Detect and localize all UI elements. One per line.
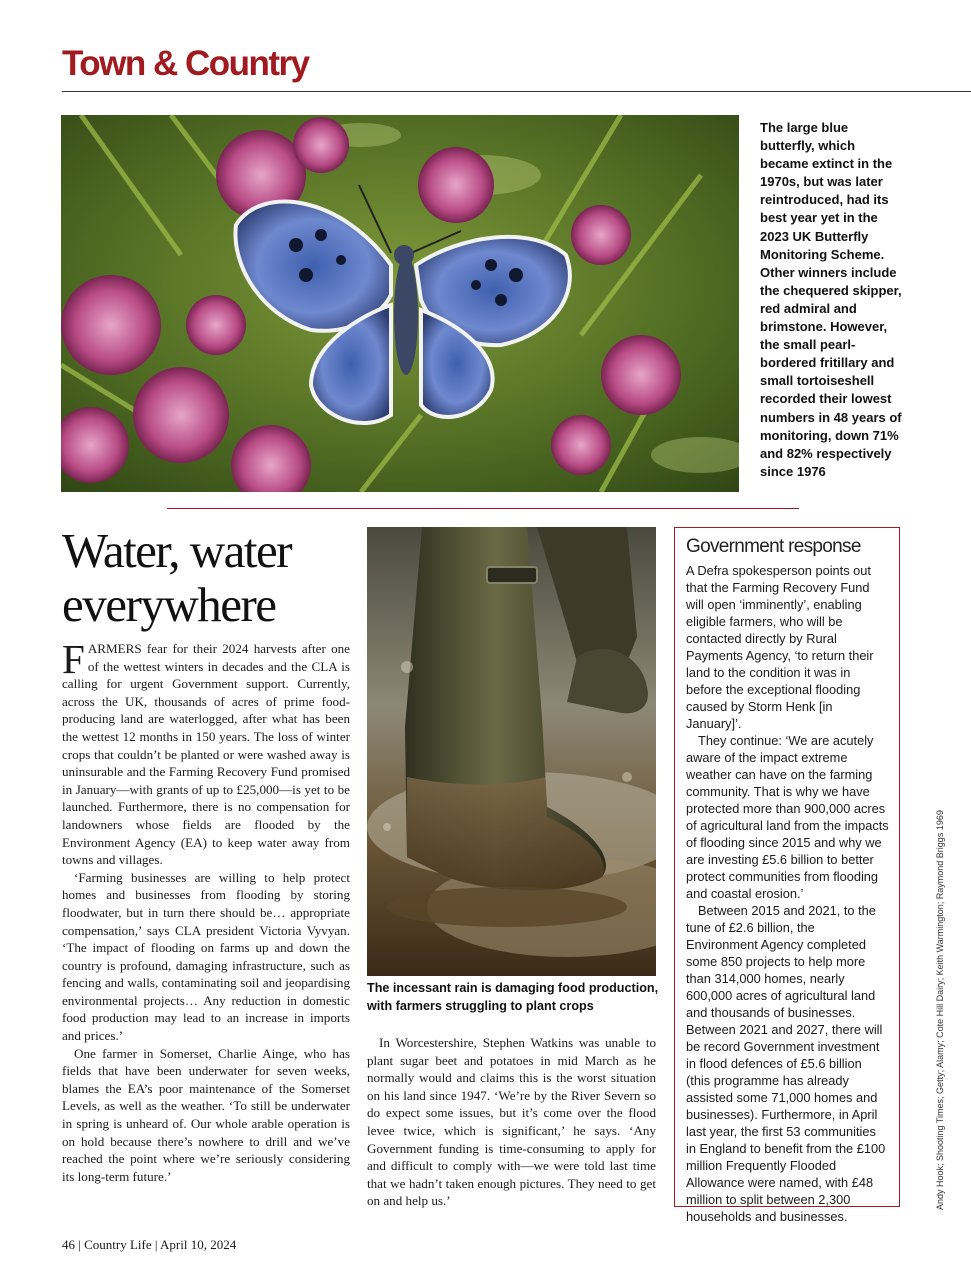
paragraph-1-text: fear for their 2024 harvests after one of the wettest winters in decades and the CLA is calling for urgent Government support. Currently, across the UK, thousands of acres of prime food-producing land are waterlogged, after what has been the wettest 12 months in 150 years. The loss of winter crops that couldn’t be planted or were washed away is uninsurable and the Farming Recovery Fund promised in January—with grants of up to £25,000—is yet to be launched. Furthermore, there is no compensation for landowners whose fields are flooded by the Environment Agency (EA) to keep water away from towns and villages. xyxy=(62,641,350,868)
lead-small-caps: ARMERS xyxy=(87,641,142,656)
article-paragraph-1 xyxy=(62,636,350,869)
sidebar-paragraph-2: They continue: ‘We are acutely aware of the impact extreme weather can have on the farming community. That is why we have protected more than 900,000 acres of agricultural land from the impacts of flooding since 2015 and why we are investing £5.6 billion to better protect communities from flooding and coastal erosion.’ xyxy=(686,733,889,901)
article-column-1 xyxy=(62,636,350,1185)
butterfly-photo xyxy=(61,115,739,492)
article-paragraph-3: One farmer in Somerset, Charlie Ainge, who has fields that have been underwater for seven weeks, blames the EA’s poor maintenance of the Somerset Levels, as well as the weather. ‘To still be underwater in spring is unheard of. Our whole arable operation is on hold because there’s nowhere to drill and we’ve reached the point where we’re seriously considering its long-term future.’ xyxy=(62,1045,350,1184)
sidebar-paragraph-1: A Defra spokesperson points out that the Farming Recovery Fund will open ‘imminently’, enabling eligible farmers, who will be contacted directly by Rural Payments Agency, ‘to return their land to the condition it was in before the exceptional flooding caused by Storm Henk [in January]’. xyxy=(686,563,874,731)
section-divider xyxy=(167,508,799,509)
article-paragraph-4: In Worcestershire, Stephen Watkins was unable to plant sugar beet and potatoes in mid March as he normally would and claims this is the worst situation on his land since 1947. ‘We’re by the River Severn so do expect some issues, but it’s come over the flood levee twice, which is significant,’ he says. ‘Any Government funding is time-consuming to apply for and difficult to comply with—we were told last time that we hadn’t taken enough pictures. They need to get on and help us.’ xyxy=(367,1035,656,1209)
page-footer: 46 | Country Life | April 10, 2024 xyxy=(62,1237,237,1252)
boot-caption: The incessant rain is damaging food production, with farmers struggling to plant crops xyxy=(367,981,659,1013)
article-paragraph-2: ‘Farming businesses are willing to help protect homes and businesses from flooding by storing floodwater, but in turn there should be… appropriate compensation,’ says CLA president Victoria Vyvyan. ‘The impact of flooding on farms up and down the country is profound, damaging infrastructure, such as fencing and walls, contaminating soil and jeopardising environmental projects… Any reduction in domestic food production may lead to an increase in imports and prices.’ xyxy=(62,869,350,1044)
boot-photo xyxy=(367,527,656,976)
photo-credits: Andy Hook; Shooting Times; Getty; Alamy; Cote Hill Dairy; Keith Warmington; Raymond Briggs 1969 xyxy=(935,810,945,1210)
top-divider xyxy=(62,91,971,92)
article-column-2 xyxy=(367,1034,656,1210)
drop-cap: F xyxy=(62,636,85,682)
government-response-box xyxy=(674,527,900,1224)
section-title: Town & Country xyxy=(62,44,309,83)
butterfly-caption: The large blue butterfly, which became extinct in the 1970s, but was later reintroduced, had its best year yet in the 2023 UK Butterfly Monitoring Scheme. Other winners include the chequered skipper, red admiral and brimstone. However, the small pearl-bordered fritillary and small tortoiseshell recorded their lowest numbers in 48 years of monitoring, down 71% and 82% respectively since 1976 xyxy=(760,120,902,479)
sidebar-paragraph-3: Between 2015 and 2021, to the tune of £2.6 billion, the Environment Agency completed some 850 projects to help more than 314,000 homes, nearly 600,000 acres of agricultural land and thousands of businesses. Between 2021 and 2027, there will be record Government investment in flood defences of £5.6 billion (this programme has already assisted some 71,000 homes and businesses). Furthermore, in April last year, the first 53 communities in England to benefit from the £100 million Frequently Flooded Allowance were named, with £48 million to split between 2,300 households and businesses. xyxy=(686,903,886,1224)
headline: Water, water everywhere xyxy=(62,523,292,632)
sidebar-title: Government response xyxy=(686,536,861,557)
